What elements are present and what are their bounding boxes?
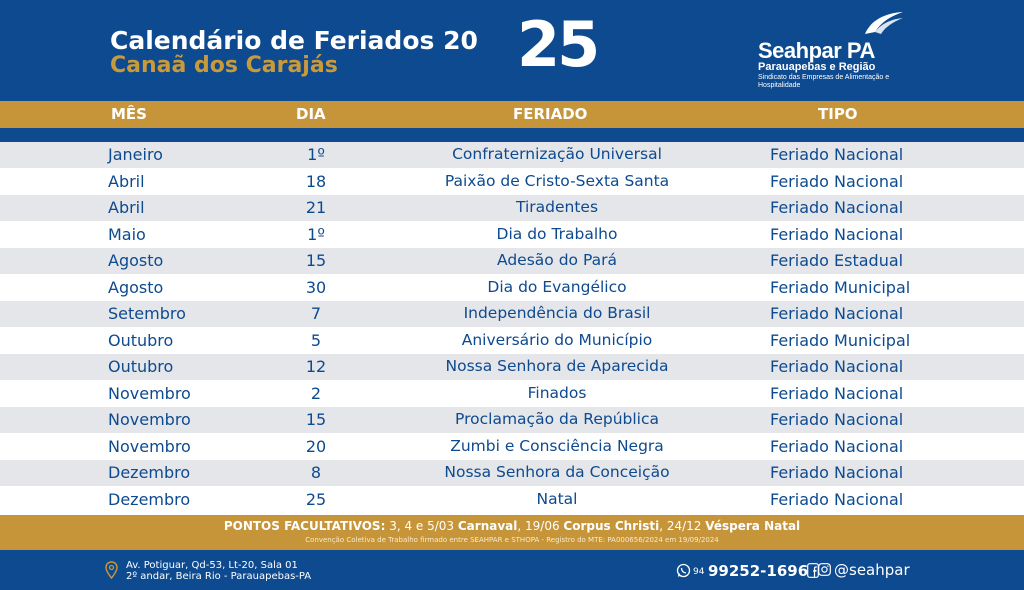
logo-name: Seahpar PA bbox=[758, 38, 875, 63]
pontos-dates-2: , 19/06 bbox=[517, 519, 564, 533]
month-cell: Agosto bbox=[108, 251, 164, 270]
holiday-type-cell: Feriado Nacional bbox=[770, 410, 904, 429]
holiday-type-cell: Feriado Nacional bbox=[770, 383, 904, 403]
table-row bbox=[0, 275, 1024, 302]
month-cell: Novembro bbox=[108, 410, 191, 429]
day-value: 25 bbox=[305, 489, 327, 509]
day-value: 1º bbox=[307, 145, 325, 164]
table-row bbox=[0, 222, 1024, 249]
holiday-name: Finados bbox=[527, 383, 587, 402]
month-cell: Outubro bbox=[108, 357, 174, 376]
holiday-type-cell: Feriado Nacional bbox=[770, 198, 904, 217]
holiday-type-cell: Feriado Nacional bbox=[770, 224, 904, 244]
day-value: 12 bbox=[305, 357, 327, 376]
day-value: 15 bbox=[305, 251, 327, 270]
holiday-name: Dia do Trabalho bbox=[496, 224, 618, 243]
table-row bbox=[0, 195, 1024, 222]
location-pin-icon bbox=[105, 561, 118, 579]
year-number: 25 bbox=[517, 8, 598, 81]
month-cell: Maio bbox=[108, 224, 146, 244]
holiday-name: Adesão do Pará bbox=[497, 251, 617, 269]
holiday-type-cell: Feriado Nacional bbox=[770, 145, 904, 164]
day-value: 1º bbox=[307, 224, 325, 244]
month-cell: Abril bbox=[108, 171, 145, 191]
holiday-type-cell: Feriado Nacional bbox=[770, 171, 904, 191]
day-value: 5 bbox=[310, 330, 322, 350]
pontos-name-3: Véspera Natal bbox=[705, 519, 801, 533]
column-headers bbox=[0, 101, 1024, 128]
contact-bar bbox=[0, 550, 1024, 590]
day-value: 30 bbox=[305, 277, 327, 297]
holiday-name: Zumbi e Consciência Negra bbox=[450, 436, 664, 455]
pontos-facultativos bbox=[0, 519, 1024, 533]
holiday-type-cell: Feriado Nacional bbox=[770, 436, 904, 456]
holiday-name: Nossa Senhora de Aparecida bbox=[445, 357, 669, 375]
table-row bbox=[0, 328, 1024, 355]
page-title: Calendário de Feriados 20 bbox=[110, 26, 478, 55]
day-value: 7 bbox=[310, 304, 322, 323]
social-handle[interactable]: @seahpar bbox=[834, 561, 910, 579]
day-value: 18 bbox=[305, 171, 327, 191]
table-row bbox=[0, 301, 1024, 328]
table-row bbox=[0, 487, 1024, 514]
holiday-name: Natal bbox=[536, 489, 578, 508]
holiday-name: Proclamação da República bbox=[455, 410, 659, 428]
pontos-dates-3: , 24/12 bbox=[659, 519, 706, 533]
day-value: 21 bbox=[305, 198, 327, 217]
pontos-name-2: Corpus Christi bbox=[563, 519, 660, 533]
header-feriado: FERIADO bbox=[513, 105, 588, 123]
logo-description: Sindicato das Empresas de Alimentação e Hospitalidade bbox=[758, 74, 890, 89]
month-cell: Agosto bbox=[108, 277, 164, 297]
holiday-name: Independência do Brasil bbox=[463, 304, 651, 322]
month-cell: Dezembro bbox=[108, 463, 191, 482]
month-cell: Outubro bbox=[108, 330, 174, 350]
logo-region: Parauapebas e Região bbox=[758, 61, 876, 73]
table-row bbox=[0, 169, 1024, 196]
holiday-name: Aniversário do Município bbox=[461, 330, 653, 349]
day-value: 2 bbox=[310, 383, 322, 403]
table-row bbox=[0, 354, 1024, 381]
address-line-1: Av. Potiguar, Qd-53, Lt-20, Sala 01 bbox=[126, 560, 298, 571]
table-row bbox=[0, 434, 1024, 461]
table-row bbox=[0, 381, 1024, 408]
holiday-type-cell: Feriado Nacional bbox=[770, 357, 904, 376]
phone-number[interactable]: 99252-1696 bbox=[708, 562, 809, 580]
holiday-type-cell: Feriado Estadual bbox=[770, 251, 904, 270]
table-row bbox=[0, 407, 1024, 434]
header-dia: DIA bbox=[296, 105, 326, 123]
holiday-name: Paixão de Cristo-Sexta Santa bbox=[444, 171, 670, 190]
convencao-note: Convenção Coletiva de Trabalho firmado entre SEAHPAR e STHOPA - Registro do MTE: PA000656/2024 em 19/09/2024 bbox=[305, 536, 719, 544]
month-cell: Abril bbox=[108, 198, 145, 217]
header-banner bbox=[0, 0, 1024, 101]
city-subtitle: Canaã dos Carajás bbox=[110, 53, 338, 78]
holiday-type-cell: Feriado Municipal bbox=[770, 330, 911, 350]
holiday-name: Dia do Evangélico bbox=[487, 277, 627, 296]
month-cell: Setembro bbox=[108, 304, 186, 323]
day-value: 20 bbox=[305, 436, 327, 456]
table-row bbox=[0, 142, 1024, 169]
holiday-name: Confraternização Universal bbox=[452, 145, 662, 163]
day-value: 15 bbox=[305, 410, 327, 429]
header-mes: MÊS bbox=[111, 105, 147, 123]
address bbox=[126, 560, 311, 582]
address-line-2: 2º andar, Beira Rio - Parauapebas-PA bbox=[126, 571, 312, 582]
month-cell: Novembro bbox=[108, 383, 191, 403]
holiday-type-cell: Feriado Nacional bbox=[770, 489, 904, 509]
pontos-name-1: Carnaval bbox=[457, 519, 518, 533]
holiday-table bbox=[0, 142, 1024, 513]
instagram-icon bbox=[818, 563, 831, 576]
holiday-type-cell: Feriado Nacional bbox=[770, 463, 904, 482]
pontos-facultativos-bar bbox=[0, 515, 1024, 550]
pontos-dates-1: 3, 4 e 5/03 bbox=[385, 519, 458, 533]
table-row bbox=[0, 460, 1024, 487]
pontos-label: PONTOS FACULTATIVOS: bbox=[223, 519, 386, 533]
month-cell: Dezembro bbox=[108, 489, 191, 509]
whatsapp-icon bbox=[676, 563, 691, 578]
phone-area-code: 94 bbox=[693, 567, 705, 577]
day-value: 8 bbox=[310, 463, 322, 482]
month-cell: Novembro bbox=[108, 436, 191, 456]
holiday-name: Tiradentes bbox=[515, 198, 599, 216]
header-tipo: TIPO bbox=[818, 105, 858, 123]
table-row bbox=[0, 248, 1024, 275]
wing-logo-icon bbox=[861, 10, 905, 36]
month-cell: Janeiro bbox=[108, 145, 163, 164]
header-divider bbox=[0, 128, 1024, 142]
seahpar-logo bbox=[758, 10, 958, 95]
holiday-type-cell: Feriado Nacional bbox=[770, 304, 904, 323]
holiday-type-cell: Feriado Municipal bbox=[770, 277, 911, 297]
holiday-name: Nossa Senhora da Conceição bbox=[444, 463, 670, 481]
